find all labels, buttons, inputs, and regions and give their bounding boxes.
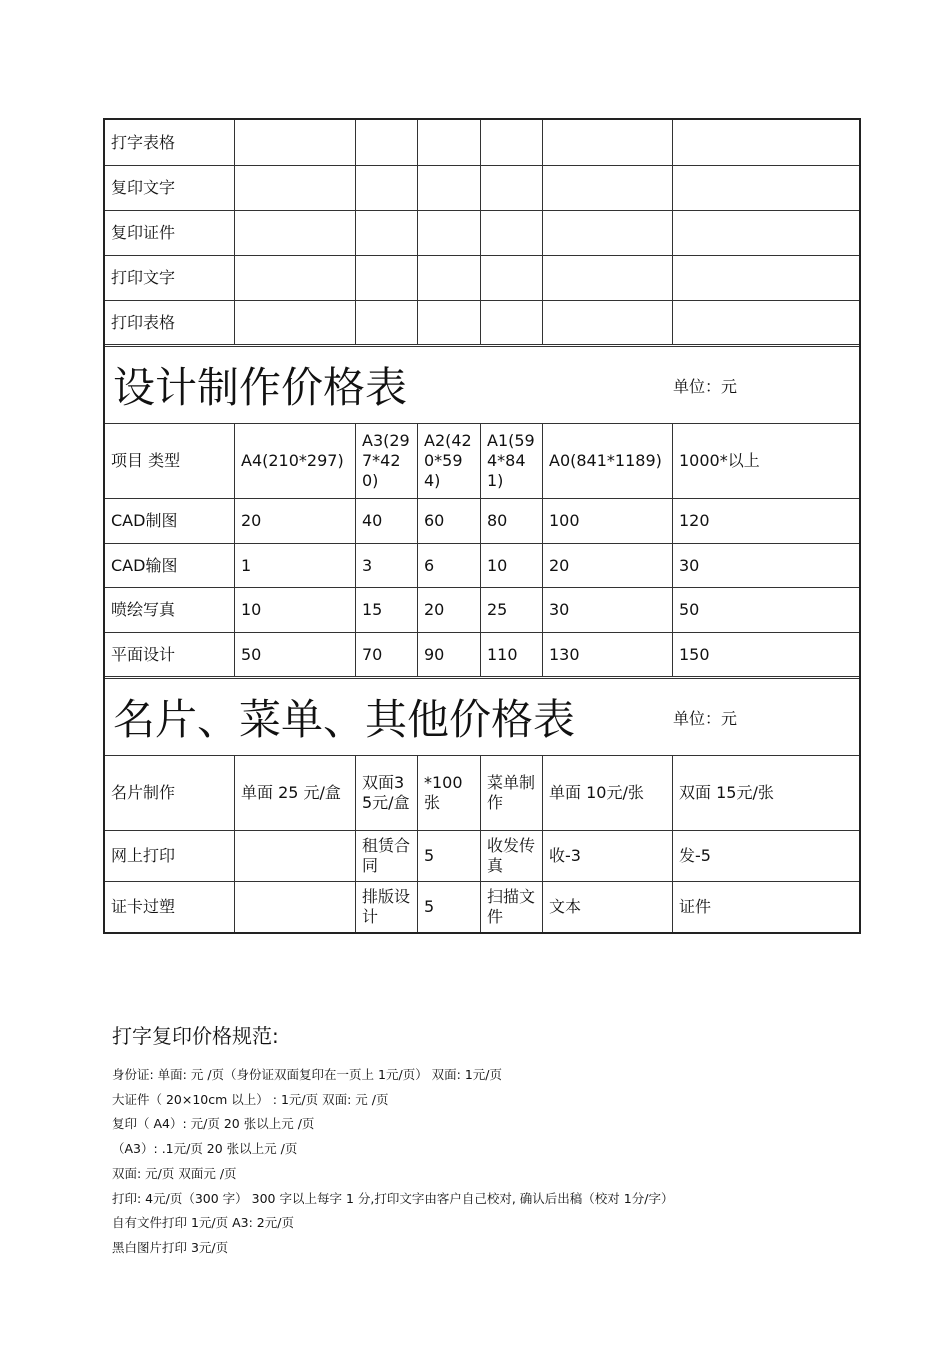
note-line: 黑白图片打印 3元/页 (112, 1239, 229, 1255)
note-line: （A3）: .1元/页 20 张以上元 /页 (112, 1141, 298, 1157)
table-cell: CAD制图 (105, 499, 235, 543)
table-cell: 租赁合同 (356, 831, 418, 881)
unit-label: 单位：元 (673, 376, 738, 396)
table-cell: 网上打印 (105, 831, 235, 881)
table-cell: 50 (679, 600, 700, 619)
table-cell: 双面35元/盒 (356, 756, 418, 830)
table-row (105, 211, 859, 256)
table-cell: 6 (418, 544, 481, 587)
table-row (105, 882, 859, 932)
table-cell: *100张 (418, 756, 481, 830)
table-cell: 70 (356, 633, 418, 676)
header-cell: A2(420*594) (418, 424, 481, 498)
table-cell: 110 (481, 633, 543, 676)
table-header-row (105, 424, 859, 499)
table-row (105, 544, 859, 588)
table-row (105, 831, 859, 882)
notes-title: 打字复印价格规范: (112, 1024, 279, 1048)
card-section-title: 名片、菜单、其他价格表 (113, 695, 576, 744)
note-line: 身份证: 单面: 元 /页（身份证双面复印在一页上 1元/页） 双面: 1元/页 (112, 1067, 503, 1082)
table-cell: 50 (235, 633, 356, 676)
row-label: 复印文字 (105, 166, 235, 210)
design-section-title: 设计制作价格表 (113, 363, 408, 412)
table-cell: 10 (235, 588, 356, 632)
section-title-row (105, 347, 859, 424)
table-cell: 1 (235, 544, 356, 587)
table-cell: 20 (543, 544, 673, 587)
header-cell: A3(297*420) (356, 424, 418, 498)
table-row (105, 499, 859, 544)
table-row (105, 256, 859, 301)
table-cell: 10 (481, 544, 543, 587)
row-label: 复印证件 (105, 211, 235, 255)
table-cell: 3 (356, 544, 418, 587)
table-cell: 证件 (679, 897, 712, 916)
table-cell: 60 (418, 499, 481, 543)
table-cell: 单面 25 元/盒 (235, 756, 356, 830)
table-cell: 平面设计 (105, 633, 235, 676)
table-cell: 100 (543, 499, 673, 543)
table-cell: 30 (679, 555, 700, 575)
header-cell: 1000*以上 (679, 451, 760, 470)
section-title-row (105, 679, 859, 756)
row-label: 打印表格 (105, 301, 235, 344)
table-row (105, 166, 859, 211)
table-cell: 双面 15元/张 (679, 783, 774, 802)
unit-label: 单位：元 (673, 708, 738, 728)
table-cell (235, 831, 356, 881)
table-row (105, 633, 859, 679)
header-cell: A1(594*841) (481, 424, 543, 498)
note-line: 大证件（ 20×10cm 以上） : 1元/页 双面: 元 /页 (112, 1091, 389, 1107)
table-cell: 80 (481, 499, 543, 543)
header-cell: A4(210*297) (235, 424, 356, 498)
table-cell: 5 (418, 831, 481, 881)
table-row (105, 301, 859, 347)
row-label: 打字表格 (105, 120, 235, 165)
table-cell: 15 (356, 588, 418, 632)
table-cell: 收发传真 (481, 831, 543, 881)
table-cell: 发-5 (679, 846, 711, 865)
table-cell: 单面 10元/张 (543, 756, 673, 830)
table-cell: 20 (235, 499, 356, 543)
note-line: 打印: 4元/页（300 字） 300 字以上每字 1 分,打印文字由客户自己校对, 确认后出稿（校对 1分/字） (112, 1190, 674, 1206)
table-cell (235, 882, 356, 932)
table-cell: 文本 (543, 882, 673, 932)
table-cell: 20 (418, 588, 481, 632)
header-cell: A0(841*1189) (543, 424, 673, 498)
table-row (105, 756, 859, 831)
row-label: 打印文字 (105, 256, 235, 300)
table-cell: 150 (679, 644, 710, 664)
table-cell: 收-3 (543, 831, 673, 881)
table-cell: 30 (543, 588, 673, 632)
table-cell: CAD输图 (105, 544, 235, 587)
table-cell: 喷绘写真 (105, 588, 235, 632)
table-cell: 证卡过塑 (105, 882, 235, 932)
header-cell: 项目 类型 (105, 424, 235, 498)
table-cell: 扫描文件 (481, 882, 543, 932)
table-row (105, 588, 859, 633)
table-cell: 25 (481, 588, 543, 632)
table-cell: 40 (356, 499, 418, 543)
table-cell: 120 (679, 511, 710, 530)
table-row (105, 120, 859, 166)
price-table (103, 118, 861, 934)
note-line: 复印（ A4）: 元/页 20 张以上元 /页 (112, 1116, 315, 1132)
table-cell: 90 (418, 633, 481, 676)
table-cell: 130 (543, 633, 673, 676)
note-line: 自有文件打印 1元/页 A3: 2元/页 (112, 1215, 294, 1231)
table-cell: 菜单制作 (481, 756, 543, 830)
table-cell: 名片制作 (105, 756, 235, 830)
pricing-notes (112, 1020, 852, 1261)
table-cell: 5 (418, 882, 481, 932)
note-line: 双面: 元/页 双面元 /页 (112, 1165, 237, 1181)
table-cell: 排版设计 (356, 882, 418, 932)
